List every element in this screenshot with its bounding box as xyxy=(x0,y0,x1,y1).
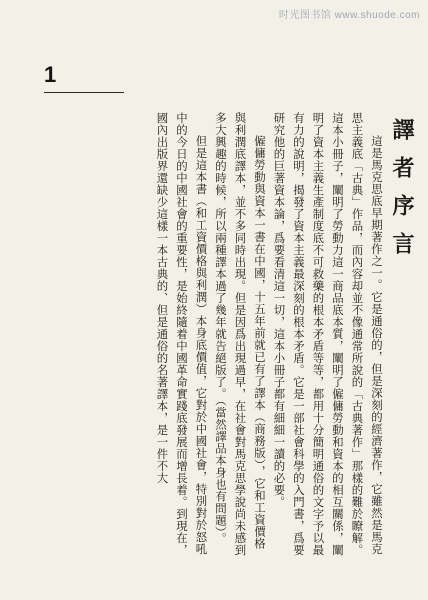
site-watermark: 时光图书馆 www.shuode.com xyxy=(278,10,420,21)
page-number: 1 xyxy=(44,62,57,87)
page-number-rule xyxy=(44,92,124,93)
paragraph-1: 這是馬克思底早期著作之一。它是通俗的，但是深刻的經濟著作，它雖然是馬克思主義底「古典」作品，而內容却並不像通常所說的「古典著作」那樣的難於瞭解。這本小冊子，闡明了勞動力這一商品底本質，闡明了僱傭勞動和資本的相互關係，闡明了資本主義生產制度底不可救藥的根本矛盾等等，都用十分簡明通俗的文字予以最有力的說明，揭發了資本主義最深刻的根本矛盾。它是一部社會科學的入門書，爲要研究他的巨著資本論，爲要看清這一切，這本小冊子都有細細一讀的必要。 xyxy=(272,112,384,556)
paragraph-3: 但是這本書（和工資價格與利潤）本身底價值，它對於中國社會，特別對於怒吼中的今日的中國社會的重要性，是始終隨着中國革命實踐底發展而增長着。到現在，國內出版界還缺少這樣一本古典的、但是通俗的名著譯本，是一件不大 xyxy=(155,112,209,556)
paragraph-2: 僱傭勞動與資本一書在中國，十五年前就已有了譯本（商務版），它和工資價格與利潤底譯本，並不多同時出現。但是因爲出現過早，在社會對馬克思學說尚未感到多大興趣的時候，所以兩種譯本過了幾年就告絕版了。（當然譯品本身也有問題）。 xyxy=(214,112,267,556)
chapter-title: 譯者序言 xyxy=(389,118,415,270)
body-text xyxy=(78,112,386,557)
